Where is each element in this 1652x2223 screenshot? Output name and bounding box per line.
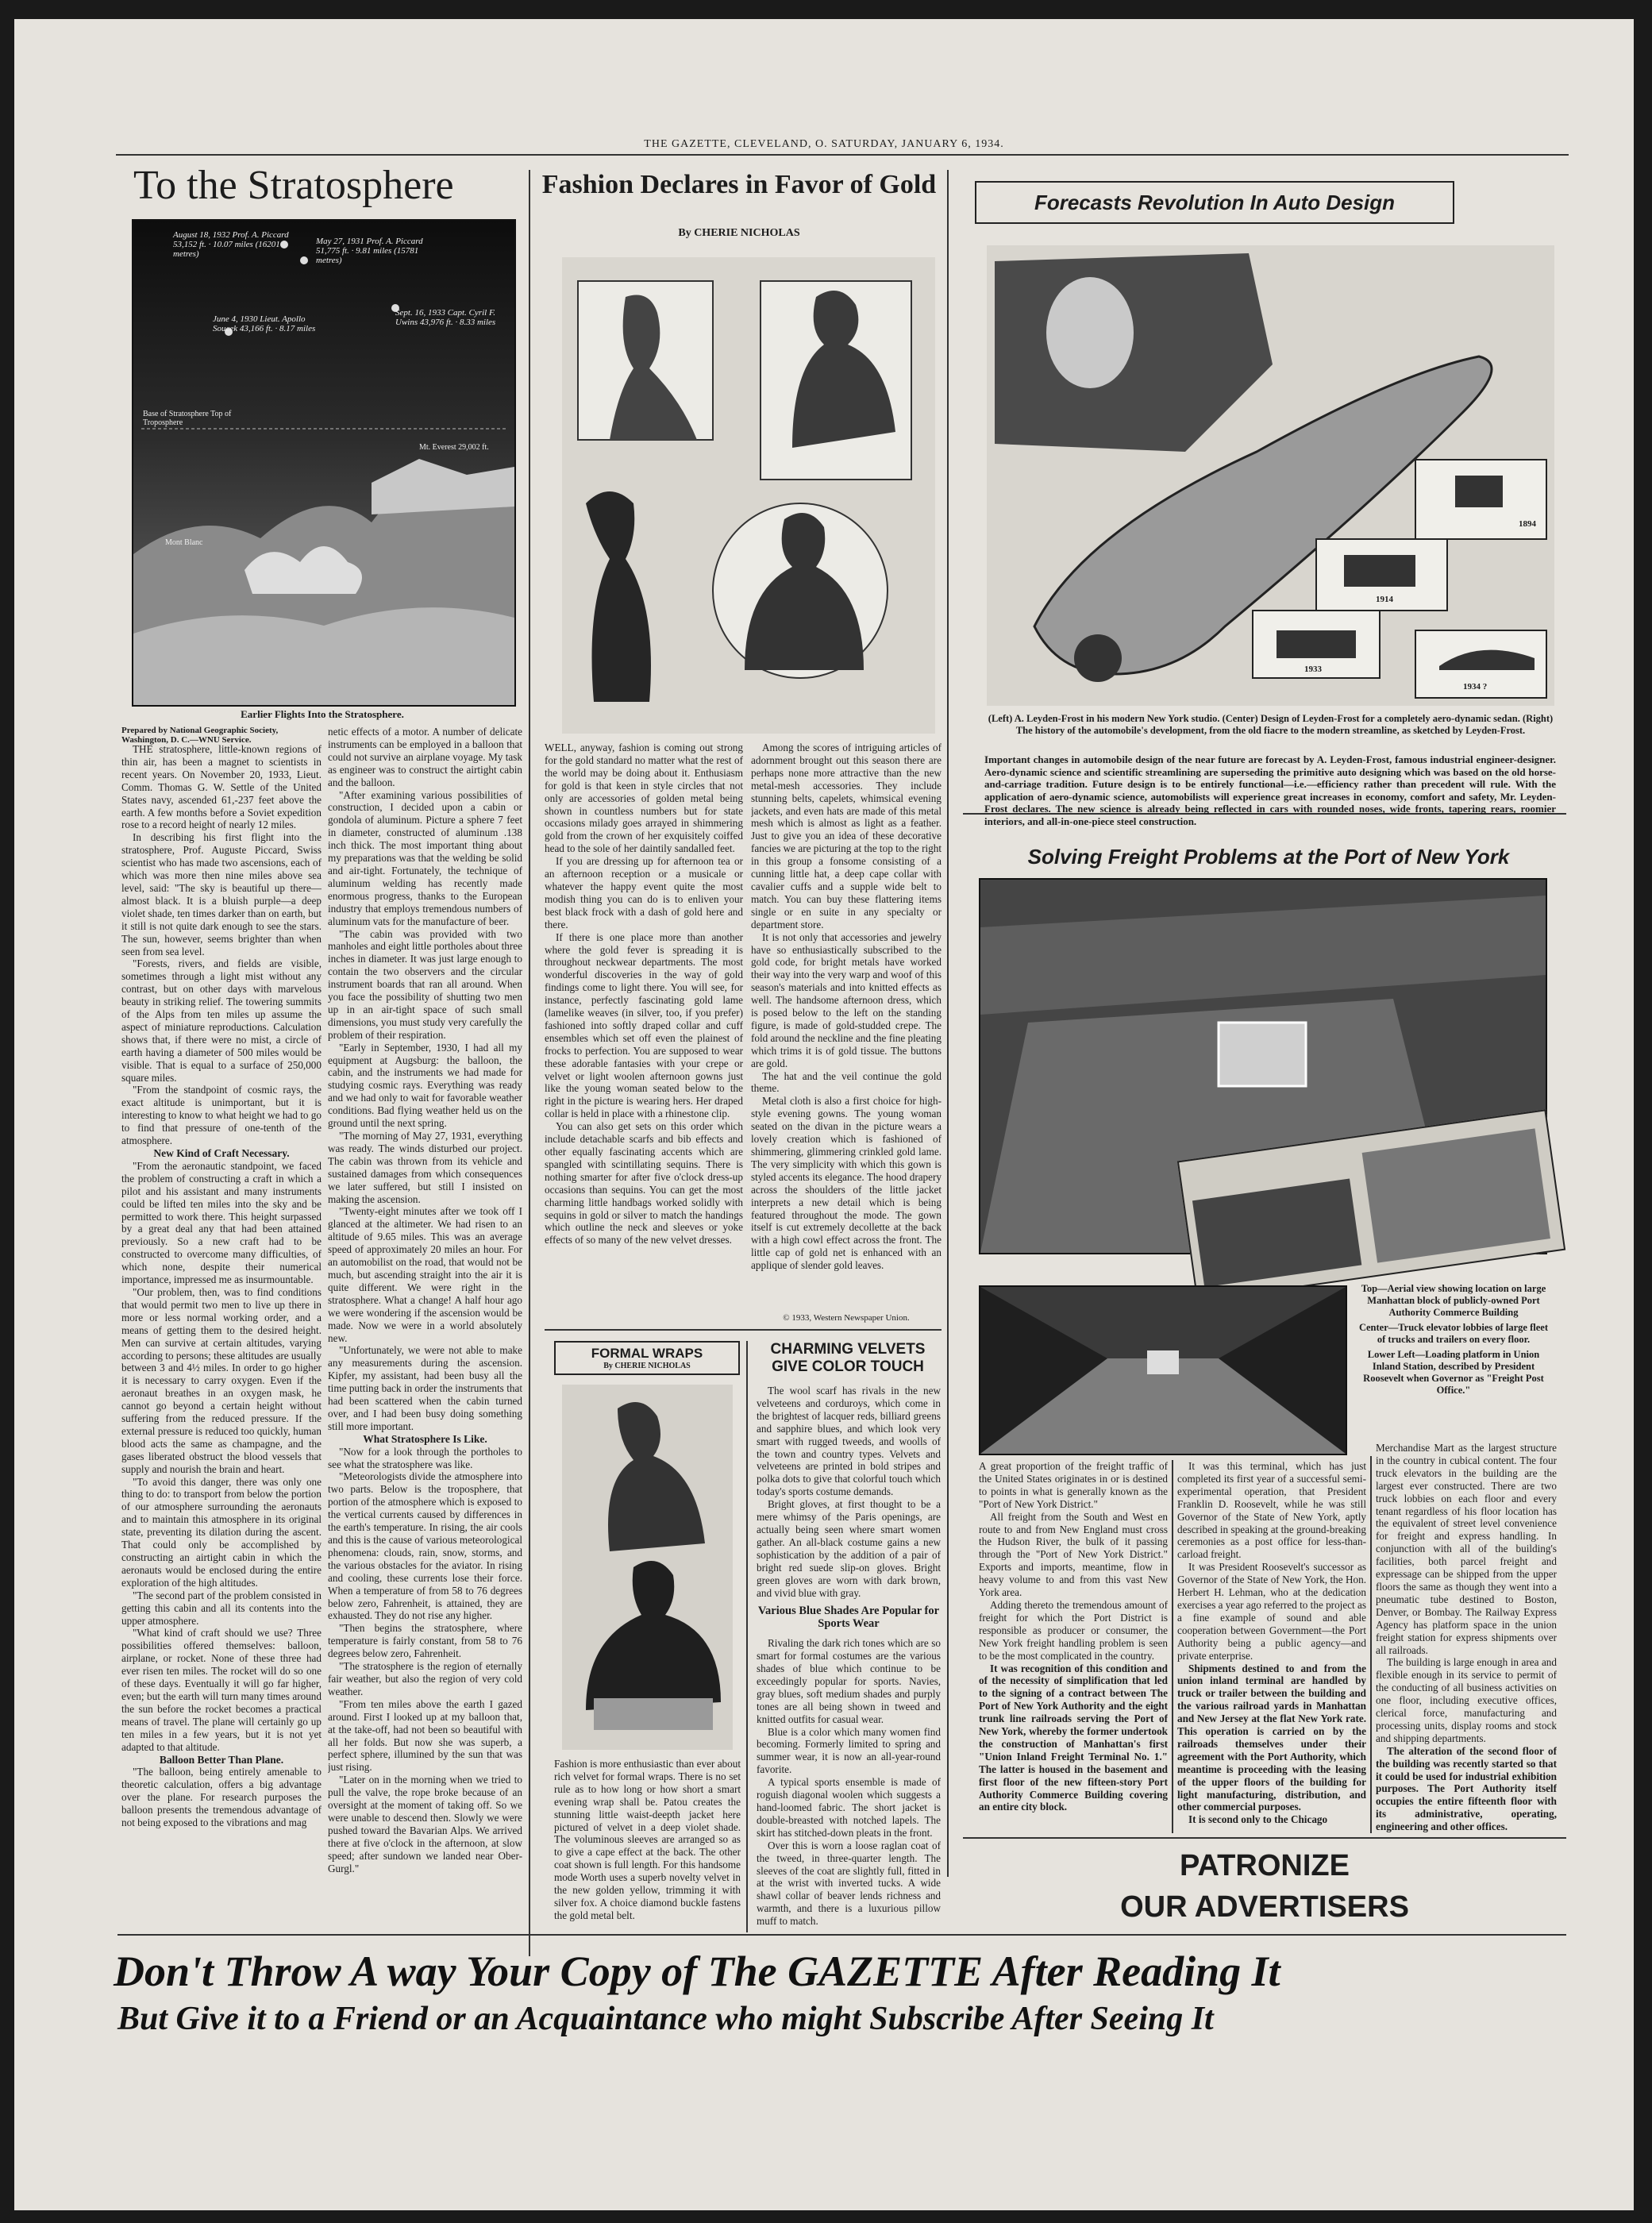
article-paragraph: "After examining various possibilities of construction, I decided upon a cabin or gondola of aluminum. Picture a sphere 7 feet in diameter, constructed of aluminum .138 inch thick. The most important thing about my preparations was that the welding be solid and air-tight. Fortunately, the technique of aluminum welding has recently made enormous progress, thanks to the European industry that employs tremendous numbers of aluminum vats for the manufacture of beer. bbox=[328, 788, 522, 927]
article-paragraph: The alteration of the second floor of the building was recently started so that it could be used for industrial exhibition purposes. The Port Authority itself occupies the entire fifteenth floor with its administrative, operating, engineering and other offices. bbox=[1376, 1744, 1557, 1833]
article-paragraph: "To avoid this danger, there was only one thing to do: to transport from below the portion of our atmosphere surrounding the aeronauts and to maintain this atmosphere in its original state, preventing its dilation during the ascent. That could only be accomplished by constructing an airtight cabin in which the aeronauts would be enclosed during the entire exploration of the high altitudes. bbox=[121, 1475, 322, 1589]
section-rule bbox=[545, 1329, 942, 1331]
article-subhead: What Stratosphere Is Like. bbox=[363, 1432, 487, 1445]
caption-paragraph: Center—Truck elevator lobbies of large fleet of trucks and trailers on every floor. bbox=[1358, 1322, 1548, 1345]
layer-label: Base of Stratosphere Top of Troposphere bbox=[143, 410, 232, 427]
article-paragraph: A great proportion of the freight traffic of the United States originates in or is destined to points in what is generally known as the "Port of New York District." bbox=[979, 1460, 1168, 1510]
article-paragraph: Over this is worn a loose raglan coat of the tweed, in three-quarter length. The sleeves of the coat are slightly full, fitted in at the wrist with inverted tucks. A wide shawl collar of beaver lends richness and warmth, and there is a luxurious pillow muff to match. bbox=[757, 1839, 941, 1928]
article-paragraph: WELL, anyway, fashion is coming out strong for the gold standard no matter what the rest of the world may be doing about it. Enthusiasm for gold is that keen in style circles that not only are accessories of golden metal being shown in countless numbers but for state occasions milady goes arrayed in shimmering gold from the crown of her exquisitely coiffed head to the sole of her daintily sandalled feet. bbox=[545, 742, 743, 855]
newspaper-page bbox=[14, 19, 1634, 2210]
article-paragraph: Merchandise Mart as the largest structure in the country in cubical content. The four truck elevators in the building are the largest ever constructed. There are two truck lobbies on each floor and every tenant regardless of his floor location has the equivalent of street level convenience for freight and express handling. In conjunction with all of the building's facilities, both parcel freight and expressage can be shipped from the upper floors the same as though they went into a pneumatic tube destined to Boston, Denver, or Bombay. The Railway Express Agency has platform space in the union freight station for express shipments over all railroads. bbox=[1376, 1442, 1557, 1656]
article-paragraph: "Now for a look through the portholes to see what the stratosphere was like. bbox=[328, 1445, 522, 1470]
article-paragraph: All freight from the South and West en route to and from New England must cross the Hudson River, the bulk of it passing through the "Port of New York District." Exports and imports, meantime, flow in heavy volume to and from this vast New York area. bbox=[979, 1510, 1168, 1599]
slogan-line-2: But Give it to a Friend or an Acquaintance who might Subscribe After Seeing It bbox=[117, 2001, 1214, 2037]
column-divider bbox=[1172, 1460, 1173, 1833]
freight-title: Solving Freight Problems at the Port of New York bbox=[1027, 845, 1510, 869]
freight-column-3 bbox=[1376, 1442, 1557, 1835]
patronize-line: PATRONIZE bbox=[1180, 1849, 1350, 1882]
article-paragraph: Among the scores of intriguing articles of adornment brought out this season there are perhaps none more attractive than the new metal-mesh accessories. They include stunning belts, capelets, whimsical evening jackets, and even hats are made of this metal mesh which is almost as light as a feather. Just to give you an idea of these decorative fancies we are picturing at the top to the right in this group a fonsome consisting of a cunning little hat, a deep cape collar with cavalier cuffs and a supple wide belt to match. You can buy these flattering items single or en suite in any specialty or department store. bbox=[751, 742, 942, 930]
article-paragraph: It is not only that accessories and jewelry have so enthusiastically subscribed to the gold code, for bright metals have worked their way into the very warp and woof of this season's materials and into knitted effects as well. The handsome afternoon dress, which is posed below to the left on the standing figure, is made of gold-studded crepe. The fold around the neckline and the fine pleating which trims it is of gold tissue. The buttons are gold. bbox=[751, 930, 942, 1069]
stratosphere-caption: Earlier Flights Into the Stratosphere. bbox=[241, 708, 404, 720]
article-paragraph: The wool scarf has rivals in the new velveteens and corduroys, which come in the brightest of lacquer reds, billiard greens and sapphire blues, and which look very smart with rugged tweeds, and woolls of the town and country types. Velvets and velveteens are printed in bold stripes and polka dots to give that colorful touch which today's sports costume demands. bbox=[757, 1385, 941, 1498]
freight-side-caption bbox=[1354, 1283, 1553, 1397]
article-paragraph: "From the aeronautic standpoint, we faced the problem of constructing a craft in which a pilot and his assistant and many instruments could be lifted ten miles into the sky and be permitted to work there. This height surpassed by a great deal any that had been attained previously. So a new craft had to be constructed to overcome many difficulties, of which none, despite their numerical importance, impressed me as insurmountable. bbox=[121, 1159, 322, 1286]
fashion-title: Fashion Declares in Favor of Gold bbox=[541, 170, 937, 199]
loading-platform bbox=[980, 1287, 1346, 1454]
article-paragraph: "From ten miles above the earth I gazed around. First I looked up at my balloon that, at the take-off, had not been so beautiful with all her folds. But now she was superb, a perfect sphere, illumined by the sun that was just rising. bbox=[328, 1697, 522, 1774]
article-paragraph: Blue is a color which many women find becoming. Formerly limited to spring and summer wear, it is now an all-year-round favorite. bbox=[757, 1725, 941, 1776]
flight-label: August 18, 1932 Prof. A. Piccard 53,152 ft. · 10.07 miles (16201 metres) bbox=[173, 230, 289, 259]
masthead: THE GAZETTE, CLEVELAND, O. SATURDAY, JANUARY 6, 1934. bbox=[644, 138, 1004, 150]
article-paragraph: In describing his first flight into the stratosphere, Prof. Auguste Piccard, Swiss scientist who has made two ascensions, each of which was more then nine miles above sea level, said: "The sky is beautiful up there—almost black. It is a bluish purple—a deep violet shade, ten times darker than on earth, but it still is not quite dark enough to see the stars. The sun, however, seems brighter than when seen from sea level. bbox=[121, 831, 322, 957]
stratosphere-title: To the Stratosphere bbox=[133, 163, 454, 208]
flight-label: June 4, 1930 Lieut. Apollo Soucek 43,166 ft. · 8.17 miles bbox=[213, 314, 316, 333]
article-paragraph: It is second only to the Chicago bbox=[1188, 1813, 1328, 1826]
article-paragraph: It was President Roosevelt's successor as Governor of the State of New York, the Hon. Herbert H. Lehman, who at the dedication exercises a year ago referred to the project as a fine example of sound and able cooperation between Government—the Port Authority being a public agency—and private enterprise. bbox=[1177, 1561, 1366, 1662]
auto-text: Important changes in automobile design of the near future are forecast by A. Leyden-Frost, famous industrial engineer-designer. Aero-dynamic science and scientific streamlining are superseding the primitive auto designing which was based on the old horse-and-carriage tradition. Future design is to be entirely functional—i.e.—efficiency rather than precedent will rule. With the application of aero-dynamic science, automobilists will experience great increases in economy, comfort and safety, Mr. Leyden-Frost declares. The new science is already being reflected in cars with rounded noses, wide fronts, tapering rears, roomier interiors, and all-in-one-piece steel construction. bbox=[984, 753, 1556, 827]
column-divider bbox=[1370, 1456, 1372, 1833]
caption-paragraph: Top—Aerial view showing location on large Manhattan block of publicly-owned Port Authority Commerce Building bbox=[1361, 1283, 1546, 1318]
column-divider bbox=[947, 170, 949, 1877]
slogan-line-1: Don't Throw A way Your Copy of The GAZETTE After Reading It bbox=[114, 1948, 1280, 1995]
car-year-label: 1934 ? bbox=[1463, 682, 1488, 692]
article-paragraph: "The stratosphere is the region of eternally fair weather, but also the region of very cold weather. bbox=[328, 1660, 522, 1697]
section-rule bbox=[963, 1837, 1566, 1839]
caption-paragraph: Lower Left—Loading platform in Union Inland Station, described by President Roosevelt when Governor as "Freight Post Office." bbox=[1363, 1349, 1544, 1396]
article-paragraph: Metal cloth is also a first choice for high-style evening gowns. The young woman seated on the divan in the picture wears a lovely creation which is fashioned of shimmering, glimmering crinkled gold lame. The very simplicity with which this gown is styled accents its elegance. The hood drapery across the shoulders of the little jacket interprets a new detail which is being featured throughout the mode. The gown itself is cut extremely decollette at the back with a high cowl effect across the front. The little cap of gold net is enhanced with an applique of slender gold leaves. bbox=[751, 1095, 942, 1272]
patronize-advertisers bbox=[963, 1845, 1566, 1928]
column-divider bbox=[746, 1341, 748, 1932]
article-paragraph: If you are dressing up for afternoon tea or an afternoon reception or a musicale or whatever the happy event quite the most modish thing you can do is to enliven your best black frock with a dash of gold here and there. bbox=[545, 855, 743, 930]
article-paragraph: THE stratosphere, little-known regions of thin air, has been a magnet to scientists in recent years. On November 20, 1933, Lieut. Comm. Thomas G. W. Settle of the United States navy, ascended 61,-237 feet above the earth. A few months before a Soviet expedition rose to a record height of nearly 12 miles. bbox=[121, 743, 322, 831]
article-paragraph: "The cabin was provided with two manholes and eight little portholes about three inches in diameter. It was just large enough to contain the two observers and the circular instrument boards that ran all around. When you face the possibility of shutting two men up in an air-tight space of such small dimensions, you must study very carefully the problem of their respiration. bbox=[328, 927, 522, 1041]
stratosphere-column-2 bbox=[328, 726, 522, 1958]
formal-wraps-title: FORMAL WRAPS bbox=[591, 1346, 703, 1361]
auto-title: Forecasts Revolution In Auto Design bbox=[975, 181, 1454, 224]
formal-wraps-text: Fashion is more enthusiastic than ever about rich velvet for formal wraps. There is no set rule as to how long or how short a smart evening wrap shall be. Patou creates the stunning little waist-deepth jacket here pictured of velvet in a deep violet shade. The voluminous sleeves are arranged so as to give a cape effect at the back. The other coat shown is full length. For this handsome mode Worth uses a superb novelty velvet in the new golden yellow, trimming it with silver fox. A choice diamond buckle fastens the gold metal belt. bbox=[554, 1758, 741, 1921]
velvets-text bbox=[757, 1385, 941, 1928]
formal-wraps-photo bbox=[562, 1385, 733, 1750]
article-paragraph: A typical sports ensemble is made of roguish diagonal woolen which suggests a hand-loomed fabric. The short jacket is double-breasted with notched lapels. The skirt has stitched-down pleats in the front. bbox=[757, 1776, 941, 1839]
velvets-subhead: Various Blue Shades Are Popular for Sports Wear bbox=[757, 1605, 940, 1631]
patronize-line: OUR ADVERTISERS bbox=[1120, 1890, 1409, 1924]
article-paragraph: The hat and the veil continue the gold theme. bbox=[751, 1069, 942, 1095]
flight-label: Sept. 16, 1933 Capt. Cyril F. Uwins 43,976 ft. · 8.33 miles bbox=[395, 308, 496, 327]
car-year-label: 1894 bbox=[1519, 519, 1536, 529]
article-paragraph: You can also get sets on this order which include detachable scarfs and bib effects and other equally fascinating accents which are spangled with scintillating sequins. There is nothing smarter for after five o'clock dress-up occasions than sequins. You can get the most charming little handbags worked solidly with sequins in gold or silver to match the handings which outline the neck and sleeves or yoke effects of so many of the new velvet dresses. bbox=[545, 1120, 743, 1246]
article-paragraph: "The balloon, being entirely amenable to theoretic calculation, offers a big advantage over the plane. For research purposes the balloon presents the tremendous advantage of not being exposed to the vibrations and mag bbox=[121, 1766, 322, 1829]
article-paragraph: Adding thereto the tremendous amount of freight for which the Port District is responsible as producer or consumer, the New York freight handling problem is seen to be the most complicated in the country. bbox=[979, 1598, 1168, 1662]
auto-design-art bbox=[987, 245, 1554, 706]
fashion-byline: By CHERIE NICHOLAS bbox=[678, 227, 800, 239]
car-year-label: 1933 bbox=[1304, 665, 1322, 674]
article-paragraph: "From the standpoint of cosmic rays, the exact altitude is unimportant, but it is interesting to know to what height we had to go to find that pressure of one-tenth of the atmosphere. bbox=[121, 1084, 322, 1147]
article-paragraph: Shipments destined to and from the union inland terminal are handled by truck or trailer between the building and the various railroad yards in Manhattan and New Jersey at the flat New York rate. This operation is carried on by the railroads themselves under their agreement with the Port Authority, which meantime is proceeding with the leasing of the upper floors of the building for light manufacturing, distribution, and other commercial purposes. bbox=[1177, 1662, 1366, 1813]
article-paragraph: "Twenty-eight minutes after we took off I glanced at the altimeter. We had risen to an altitude of 9.65 miles. This was an average speed of approximately 20 miles an hour. For an automobilist on the road, that would not be much, but ascending straight into the air it is quite different. We were right in the stratosphere. What a change! A half hour ago we were wondering if the ascension would be made. Now we were in a world absolutely new. bbox=[328, 1205, 522, 1344]
article-paragraph: "Then begins the stratosphere, where temperature is fairly constant, from 58 to 76 degrees below zero, Fahrenheit. bbox=[328, 1622, 522, 1660]
flight-label: May 27, 1931 Prof. A. Piccard 51,775 ft. · 9.81 miles (15781 metres) bbox=[316, 237, 423, 265]
fashion-column-2 bbox=[751, 742, 942, 1313]
article-paragraph: "Forests, rivers, and fields are visible, sometimes through a light mist without any contrast, but on other days with marvelous beauty in striking relief. The towering summits of the Alps from ten miles up assume the aspect of miniature reproductions. Calculation shows that, if there were no mist, a circle of earth having a diameter of 500 miles would be visible. That is equal to a surface of 250,000 square miles. bbox=[121, 957, 322, 1084]
article-paragraph: "The morning of May 27, 1931, everything was ready. The winds disturbed our project. The cabin was thrown from its vehicle and sustained damages from which consequences we later suffered, but still I insisted on making the ascension. bbox=[328, 1130, 522, 1205]
article-paragraph: The building is large enough in area and flexible enough in its service to permit of the conducting of all business activities on one floor, including executive offices, clerical force, manufacturing and processing units, display rooms and stock and shipping departments. bbox=[1376, 1656, 1557, 1744]
freight-column-1 bbox=[979, 1460, 1168, 1833]
velvets-title: CHARMING VELVETS GIVE COLOR TOUCH bbox=[770, 1341, 926, 1375]
fashion-column-1 bbox=[545, 742, 743, 1321]
mountain-label: Mont Blanc bbox=[165, 538, 203, 547]
formal-wraps-header bbox=[554, 1341, 740, 1375]
mountain-label: Mt. Everest 29,002 ft. bbox=[419, 443, 489, 452]
freight-platform-photo bbox=[979, 1285, 1347, 1455]
article-paragraph: "What kind of craft should we use? Three possibilities offered themselves: balloon, airplane, or rocket. None of these three had ever risen ten miles. The rocket will do so one of these days. Eventually it will go far higher, even; but the earth will turn many times around the sun before the rocket becomes a practical means of travel. The plane will certainly go up ten miles in a few years, but it is not yet adapted to that altitude. bbox=[121, 1627, 322, 1753]
article-paragraph: It was recognition of this condition and of the necessity of simplification that led to the signing of a contract between The Port of New York Authority and the eight trunk line railroads serving the Port of New York, whereby the former undertook the construction of Manhattan's first "Union Inland Freight Terminal No. 1." The latter is housed in the basement and first floor of the new fifteen-story Port Authority Commerce Building covering an entire city block. bbox=[979, 1662, 1168, 1813]
freight-column-2 bbox=[1177, 1460, 1366, 1833]
formal-wraps-figures bbox=[562, 1385, 733, 1750]
article-paragraph: netic effects of a motor. A number of delicate instruments can be employed in a balloon that could not survive an airplane voyage. My task as engineer was to construct the airtight cabin and the balloon. bbox=[328, 726, 522, 788]
article-paragraph: It was this terminal, which has just completed its first year of a successful semi-experimental operation, that President Franklin D. Roosevelt, while he was still Governor of the State of New York, aptly described in speaking at the ground-breaking ceremonies as a post office for less-than-carload freight. bbox=[1177, 1460, 1366, 1561]
column-divider bbox=[529, 170, 530, 1956]
article-paragraph: "Meteorologists divide the atmosphere into two parts. Below is the troposphere, that portion of the atmosphere which is exposed to the vertical currents caused by differences in the earth's temperature. In rising, the air cools and this is the cause of various meteorological phenomena: clouds, rain, snow, storms, and the various obstacles for the aviator. In rising and cooling, these currents lose their force. When a temperature of from 58 to 76 degrees below zero, Fahrenheit, is attained, they are exhausted. They do not rise any higher. bbox=[328, 1470, 522, 1622]
article-paragraph: "Early in September, 1930, I had all my equipment at Augsburg: the balloon, the cabin, and the instruments we had made for studying cosmic rays. Everything was ready and we had only to wait for favorable weather conditions. Bad flying weather held us on the ground until the next spring. bbox=[328, 1041, 522, 1130]
stratosphere-column-1 bbox=[121, 743, 322, 1958]
article-paragraph: "Our problem, then, was to find conditions that would permit two men to live up there in more or less normal working order, and a means of getting them to the desired height. Men can survive at certain altitudes, varying according to persons; these altitudes are usually between 3 and 4½ miles. In order to go higher it is necessary to carry oxygen. Even if the aeronaut breathes in an oxygen mask, he cannot go beyond a certain height without suffering from the reduced pressure. If the external pressure is reduced too quickly, human blood acts the same as champagne, and the gases liberated obstruct the blood vessels that supply and nourish the brain and heart. bbox=[121, 1285, 322, 1475]
article-paragraph: If there is one place more than another where the gold fever is spreading it is throughout neckwear departments. The most wonderful discoveries in the way of gold findings come to light there. You will see, for instance, perfectly fascinating gold lame (lamelike weaves (in silver, too, if you prefer) fashioned into softly draped collar and cuff ensembles which set off even the plainest of frocks to perfection. You are supposed to wear these adorable fantasies with your crepe or velvet or light woolen afternoon gowns just like the young woman seated below to the right in the picture is wearing hers. Her draped collar is held in place with a rhinestone clip. bbox=[545, 930, 743, 1120]
article-paragraph: "Unfortunately, we were not able to make any measurements during the ascension. Kipfer, my assistant, had been busy all the time putting back in order the instruments that had been scattered when the cabin turned over, and I had been busy doing something still more important. bbox=[328, 1344, 522, 1432]
article-paragraph: Bright gloves, at first thought to be a mere whimsy of the Paris openings, are actually being seen where smart women gather. An all-black costume gains a new sophistication by the addition of a pair of bright red suede slip-on gloves. Bright green gloves are worn with dark brown, and vivid blue with gray. bbox=[757, 1498, 941, 1599]
car-year-label: 1914 bbox=[1376, 595, 1393, 604]
fashion-figures bbox=[562, 257, 935, 734]
formal-wraps-byline: By CHERIE NICHOLAS bbox=[603, 1362, 691, 1370]
article-paragraph: Rivaling the dark rich tones which are so smart for formal costumes are the various shades of blue which continue to be exceedingly popular for sports. Navies, gray blues, soft medium shades and purply tones are all being shown in tweed and knitted outfits for casual wear. bbox=[757, 1637, 941, 1725]
stratosphere-illustration bbox=[133, 221, 514, 705]
fashion-illustration bbox=[562, 257, 935, 734]
article-subhead: Balloon Better Than Plane. bbox=[159, 1753, 284, 1766]
fashion-copyright: © 1933, Western Newspaper Union. bbox=[783, 1313, 910, 1323]
auto-caption: (Left) A. Leyden-Frost in his modern New York studio. (Center) Design of Leyden-Frost for a completely aero-dynamic sedan. (Right) The history of the automobile's development, from the old fiacre to the modern streamline, as sketched by Leyden-Frost. bbox=[988, 713, 1554, 736]
article-paragraph: "Later on in the morning when we tried to pull the valve, the rope broke because of an oversight at the moment of taking off. So we were unable to descend then. Slowly we were pushed toward the Bavarian Alps. We arrived there at five o'clock in the afternoon, at slow speed; after sundown we landed near Ober-Gurgl." bbox=[328, 1774, 522, 1874]
article-subhead: New Kind of Craft Necessary. bbox=[153, 1147, 290, 1159]
stratosphere-credit: Prepared by National Geographic Society, Washington, D. C.—WNU Service. bbox=[121, 726, 279, 745]
stratosphere-photo bbox=[132, 219, 516, 707]
auto-illustration bbox=[987, 245, 1554, 706]
article-paragraph: "The second part of the problem consisted in getting this cabin and all its contents into the upper atmosphere. bbox=[121, 1589, 322, 1627]
masthead-rule bbox=[116, 154, 1569, 156]
